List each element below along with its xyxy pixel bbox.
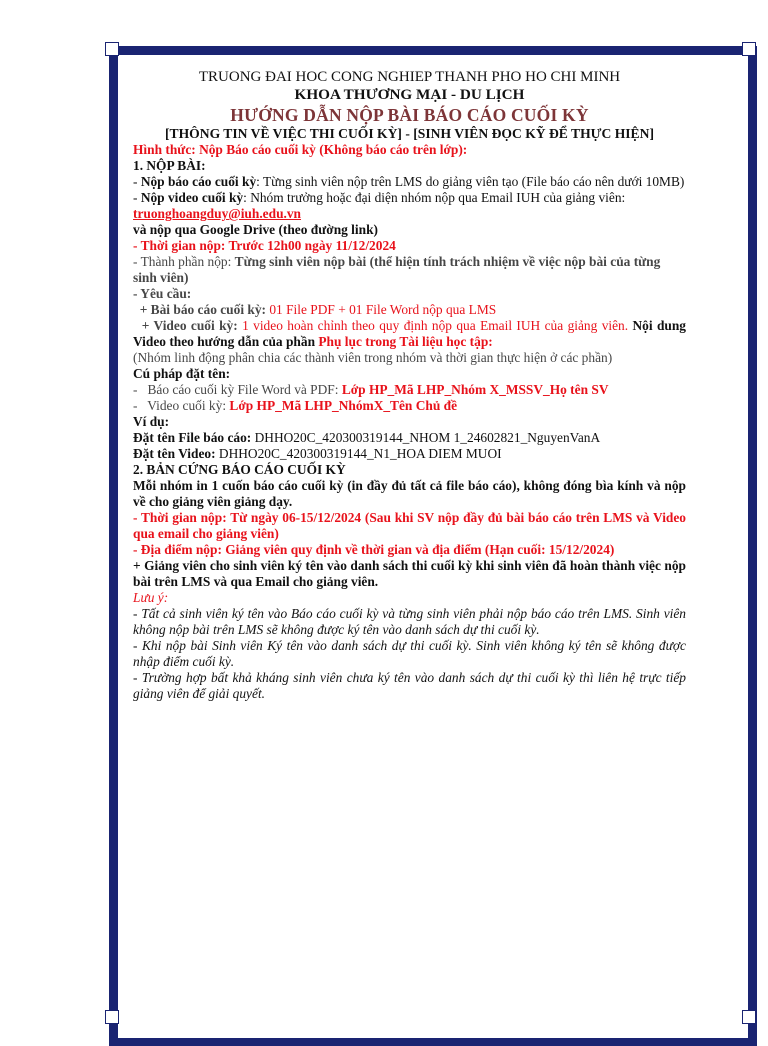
school-name: TRUONG ĐAI HOC CONG NGHIEP THANH PHO HO CHI MINH bbox=[198, 69, 621, 85]
email-line bbox=[133, 206, 686, 222]
syntax-file-label: - Báo cáo cuối kỳ File Word và PDF: bbox=[133, 382, 342, 397]
req-report-value: 01 File PDF + 01 File Word nộp qua LMS bbox=[269, 302, 497, 317]
notes-heading: Lưu ý: bbox=[133, 590, 169, 605]
section-2-heading: 2. BẢN CỨNG BÁO CÁO CUỐI KỲ bbox=[133, 462, 346, 477]
req-video-more: Nội dung Video theo hướng dẫn của phần bbox=[133, 318, 690, 349]
appendix-ref: Phụ lục trong Tài liệu học tập: bbox=[318, 334, 493, 349]
border-corner bbox=[105, 1010, 119, 1024]
note-item: - Khi nộp bài Sinh viên Ký tên vào danh sách dự thi cuối kỳ. Sinh viên không ký tên sẽ không được nhập điểm cuối kỳ. bbox=[133, 638, 686, 669]
note-item: - Trường hợp bất khả kháng sinh viên chưa ký tên vào danh sách dự thi cuối kỳ thì liên hệ trực tiếp giảng viên để giải quyết. bbox=[133, 670, 686, 701]
document-title: HƯỚNG DẪN NỘP BÀI BÁO CÁO CUỐI KỲ bbox=[230, 105, 589, 125]
example-file bbox=[133, 430, 686, 446]
border-corner bbox=[742, 1010, 756, 1024]
border-corner bbox=[742, 42, 756, 56]
requirements-heading: - Yêu cầu: bbox=[133, 286, 192, 301]
req-report-label: + Bài báo cáo cuối kỳ: bbox=[133, 302, 270, 317]
syntax-video bbox=[133, 398, 686, 414]
submission-component bbox=[133, 254, 686, 286]
border-corner bbox=[105, 42, 119, 56]
flex-note: (Nhóm linh động phân chia các thành viên trong nhóm và thời gian thực hiện ở các phần) bbox=[133, 350, 613, 365]
component-value: Từng sinh viên nộp bài (thể hiện tính trách nhiệm về việc nộp bài của từng sinh viên) bbox=[133, 254, 661, 285]
syntax-file bbox=[133, 382, 686, 398]
report-submission bbox=[133, 174, 686, 190]
submission-form: Hình thức: Nộp Báo cáo cuối kỳ (Không báo cáo trên lớp): bbox=[133, 142, 468, 157]
example-heading: Ví dụ: bbox=[133, 414, 170, 429]
req-report bbox=[133, 302, 686, 318]
section-2-intro: Mỗi nhóm in 1 cuốn báo cáo cuối kỳ (in đầy đủ tất cả file báo cáo), không đóng bìa kính và nộp về cho giảng viên giảng dạy. bbox=[133, 478, 686, 509]
example-file-value: DHHO20C_420300319144_NHOM 1_24602821_NguyenVanA bbox=[254, 430, 601, 445]
syntax-file-value: Lớp HP_Mã LHP_Nhóm X_MSSV_Họ tên SV bbox=[341, 382, 609, 397]
video-submission bbox=[133, 190, 686, 206]
component-label: - Thành phần nộp: bbox=[133, 254, 235, 269]
example-video-label: Đặt tên Video: bbox=[133, 446, 219, 461]
section-2-time: - Thời gian nộp: Từ ngày 06-15/12/2024 (Sau khi SV nộp đầy đủ bài báo cáo trên LMS và Video qua email cho giảng viên) bbox=[133, 510, 686, 541]
report-text: : Từng sinh viên nộp trên LMS do giảng viên tạo (File báo cáo nên dưới 10MB) bbox=[256, 174, 685, 189]
faculty-name: KHOA THƯƠNG MẠI - DU LỊCH bbox=[294, 86, 525, 103]
example-video bbox=[133, 446, 686, 462]
example-video-value: DHHO20C_420300319144_N1_HOA DIEM MUOI bbox=[218, 446, 502, 461]
syntax-video-label: - Video cuối kỳ: bbox=[133, 398, 230, 413]
document-body bbox=[133, 68, 690, 702]
syntax-heading: Cú pháp đặt tên: bbox=[133, 366, 231, 381]
req-video-label: + Video cuối kỳ: bbox=[133, 318, 243, 333]
document-subtitle: [THÔNG TIN VỀ VIỆC THI CUỐI KỲ] - [SINH VIÊN ĐỌC KỸ ĐỂ THỰC HIỆN] bbox=[165, 126, 654, 141]
bullet: - bbox=[133, 190, 141, 205]
section-2-signing: + Giảng viên cho sinh viên ký tên vào danh sách thi cuối kỳ khi sinh viên đã hoàn thành việc nộp bài trên LMS và qua Email cho giảng viên. bbox=[133, 558, 686, 589]
section-2-place: - Địa điểm nộp: Giảng viên quy định về thời gian và địa điểm (Hạn cuối: 15/12/2024) bbox=[133, 542, 615, 557]
video-label: Nộp video cuối kỳ bbox=[140, 190, 244, 205]
syntax-video-value: Lớp HP_Mã LHP_NhómX_Tên Chủ đề bbox=[229, 398, 458, 413]
req-video bbox=[133, 318, 690, 350]
report-label: Nộp báo cáo cuối kỳ bbox=[140, 174, 257, 189]
section-1-heading: 1. NỘP BÀI: bbox=[133, 158, 206, 173]
bullet: - bbox=[133, 174, 141, 189]
example-file-label: Đặt tên File báo cáo: bbox=[133, 430, 255, 445]
req-video-value: 1 video hoàn chỉnh theo quy định nộp qua Email IUH của giảng viên. bbox=[242, 318, 629, 333]
deadline: - Thời gian nộp: Trước 12h00 ngày 11/12/2024 bbox=[133, 238, 396, 253]
drive-line: và nộp qua Google Drive (theo đường link) bbox=[133, 222, 378, 237]
note-item: - Tất cả sinh viên ký tên vào Báo cáo cuối kỳ và từng sinh viên phải nộp báo cáo trên LMS. Sinh viên không nộp bài trên LMS sẽ không được ký tên vào danh sách dự thi cuối kỳ. bbox=[133, 606, 686, 637]
lecturer-email-link[interactable]: truonghoangduy@iuh.edu.vn bbox=[133, 206, 302, 221]
video-text: : Nhóm trưởng hoặc đại diện nhóm nộp qua Email IUH của giảng viên: bbox=[243, 190, 626, 205]
